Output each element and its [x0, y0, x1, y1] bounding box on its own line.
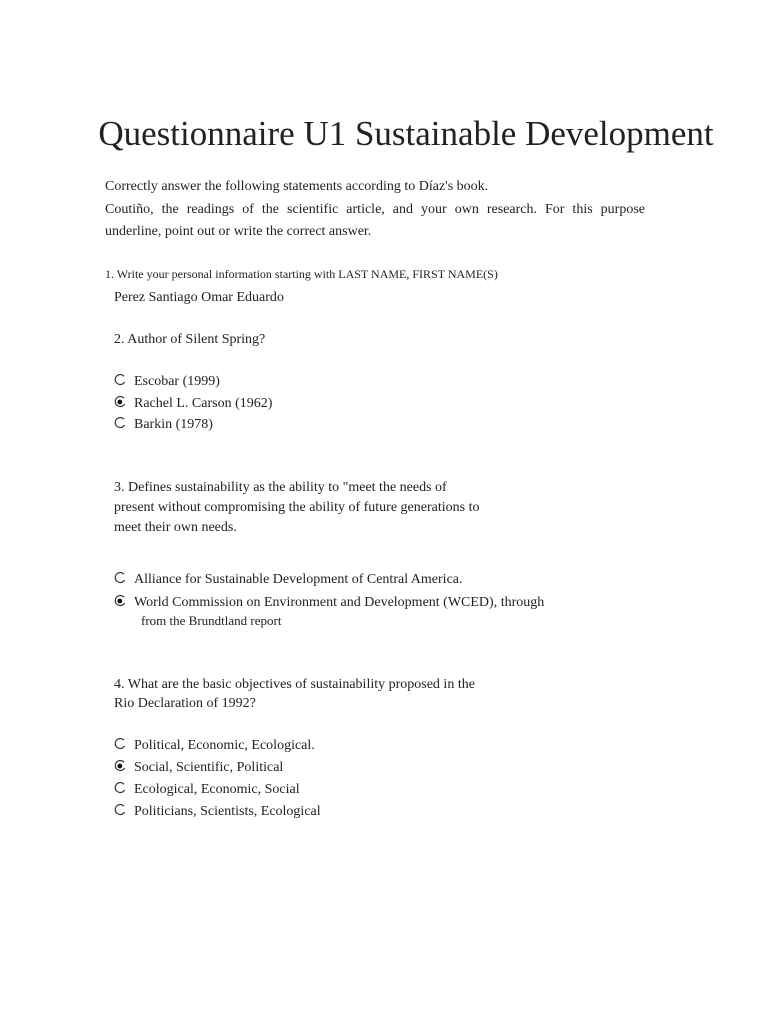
question-2-option[interactable] — [114, 394, 272, 414]
question-4-option[interactable] — [114, 802, 321, 822]
question-2-option[interactable] — [114, 415, 213, 435]
radio-unchecked-icon[interactable] — [114, 782, 126, 794]
radio-checked-icon[interactable] — [114, 595, 126, 607]
question-3-prompt-line-1: 3. Defines sustainability as the ability to "meet the needs of — [114, 480, 447, 495]
instructions-line-2: Coutiño, the readings of the scientific article, and your own research. For this purpose underline, point out or write the correct answer. — [105, 201, 645, 239]
option-label: Alliance for Sustainable Development of Central America. — [134, 572, 463, 587]
question-2-option[interactable] — [114, 372, 220, 392]
question-3-prompt-line-3: meet their own needs. — [114, 520, 237, 535]
instructions — [105, 176, 645, 244]
question-1-prompt: 1. Write your personal information starting with LAST NAME, FIRST NAME(S) — [105, 267, 498, 281]
option-label: Social, Scientific, Political — [134, 760, 284, 775]
question-4-prompt-line-1: 4. What are the basic objectives of sustainability proposed in the — [114, 677, 475, 692]
question-3-option[interactable] — [114, 593, 544, 613]
question-2-prompt: 2. Author of Silent Spring? — [114, 332, 266, 347]
instructions-line-1: Correctly answer the following statements according to Díaz's book. — [105, 179, 489, 194]
question-4-prompt-line-2: Rio Declaration of 1992? — [114, 696, 256, 711]
option-label: World Commission on Environment and Development (WCED), through — [134, 595, 545, 610]
option-label: Barkin (1978) — [134, 417, 213, 432]
question-1-answer[interactable]: Perez Santiago Omar Eduardo — [114, 290, 284, 305]
radio-unchecked-icon[interactable] — [114, 804, 126, 816]
option-label: Rachel L. Carson (1962) — [134, 396, 273, 411]
option-label: Political, Economic, Ecological. — [134, 738, 315, 753]
radio-checked-icon[interactable] — [114, 760, 126, 772]
radio-unchecked-icon[interactable] — [114, 738, 126, 750]
option-label: Ecological, Economic, Social — [134, 782, 300, 797]
option-label: Escobar (1999) — [134, 374, 220, 389]
option-label: Politicians, Scientists, Ecological — [134, 804, 321, 819]
question-3-option[interactable] — [114, 570, 463, 590]
radio-unchecked-icon[interactable] — [114, 374, 126, 386]
option-label-continuation: from the Brundtland report — [141, 613, 282, 628]
question-4-option[interactable] — [114, 780, 300, 800]
radio-unchecked-icon[interactable] — [114, 417, 126, 429]
question-4-option[interactable] — [114, 758, 283, 778]
radio-checked-icon[interactable] — [114, 396, 126, 408]
radio-unchecked-icon[interactable] — [114, 572, 126, 584]
question-4-option[interactable] — [114, 736, 315, 756]
page-title: Questionnaire U1 Sustainable Development — [98, 114, 714, 153]
question-3-prompt-line-2: present without compromising the ability of future generations to — [114, 500, 480, 515]
